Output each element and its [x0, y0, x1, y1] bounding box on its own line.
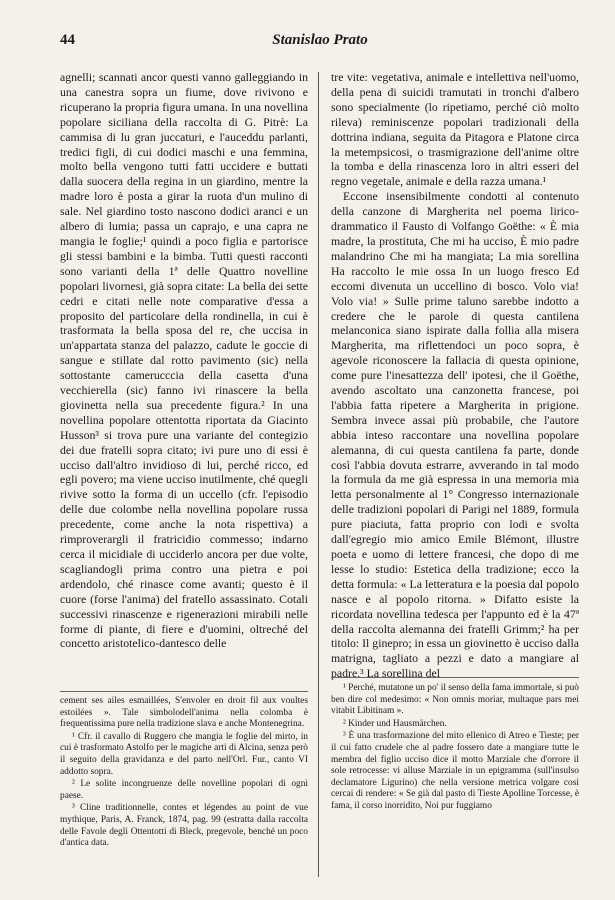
footnote-left-1: ¹ Cfr. il cavallo di Ruggero che mangia le foglie del mirto, in cui è trasformato Astolfo per le magiche arti di Alcina, senza però il seguito della gravidanza e del parto nell'Orl. Fur., canto VI addotto sopra.	[60, 731, 308, 777]
right-paragraph-2: Eccone insensibilmente condotti al contenuto della canzone di Margherita nel poema lirico-drammatico il Fausto di Volfango Goëthe: « È mia madre, la prostituta, Che mi ha ucciso, È mio padre malandrino Che mi ha mangiata; La mia sorellina Ha raccolto le mie ossa In un luogo fresco Ed eccomi divenuta un uccellino di bosco. Volo via! Volo via! » Sulle prime taluno sarebbe indotto a credere che le parole di questa cantilena melanconica siano ispirate dalla follia alla misera Margherita, ma riflettendoci un poco sopra, è agevole riconoscere la fallacia di questa opinione, come pure l'inesattezza dell' ipotesi, che il Goëthe, avendo ascoltato una canzonetta francese, poi l'abbia fatta ripetere a Margherita in prigione. Sembra invece assai più probabile, che l'autore abbia inteso raccontare una novellina popolare alemanna, di cui questa cantilena fa parte, donde così l'abbia dovuta estrarre, avverando in tal modo la formula da me già espressa in una memoria mia letta personalmente al 1° Congresso internazionale delle tradizioni popolari di Parigi nel 1889, formula pure piaciuta, fatta proprio con lodi e svolta dall'egregio mio amico Emile Blémont, illustre poeta e uomo di lettere francesi, che dopo di me lesse lo studio: Estetica della tradizione; ecco la detta formula: « La letteratura e la poesia dal popolo nasce e al popolo ritorna. » Difatto esiste la ricordata novellina tedesca per l'appunto ed è la 47ª della raccolta alemanna dei fratelli Grimm;² ha per titolo: Il ginepro; in essa un giovinetto è ucciso dalla matrigna, tagliato a pezzi e dato a mangiare al padre.³ La sorellina del	[331, 189, 580, 681]
footnote-left-3: ³ Cline traditionnelle, contes et légendes au point de vue mythique, Paris, A. Franck, 1874, pag. 99 (estratta dalla raccolta delle Favole degli Ottentotti di Bleck, pregevole, benché un poco d'antica data.	[60, 803, 308, 849]
right-paragraph-1: tre vite: vegetativa, animale e intellettiva nell'uomo, della pena di suicidi tramutati in tronchi d'albero sono specialmente (lo ripetiamo, perché ciò molto rileva) reminiscenze popolari tradizionali della dottrina indiana, seguita da Pitagora e Platone circa la metempsicosi, o trasmigrazione dell'anime oltre la tomba e della rinascenza loro in altri esseri del regno vegetale, animale e della razza umana.¹	[331, 70, 579, 189]
column-divider	[318, 72, 319, 877]
footnote-rule-right	[331, 677, 579, 678]
footnote-right-1: ¹ Perché, mutatone un po' il senso della fama immortale, si può ben dire col medesimo: « Non omnis moriar, multaque pars mei vitabit Libitinam ».	[331, 683, 579, 717]
footnote-rule-left	[60, 691, 308, 692]
footnote-right-3: ³ È una trasformazione del mito ellenico di Atreo e Tieste; per il cui fatto crudele che al padre fossero date a mangiare tutte le membra del figlio ucciso dice il motto Marziale che d'orrore il sole retrocesse: vi alluse Marziale in un epigramma (sull'insulso declamatore Ligurino) che nella versione metrica volgare così cercai di rendere: « Se già dal pasto di Tieste Apolline Torcesse, è fama, il corso inorridito, Noi pur fuggiamo	[331, 731, 579, 811]
left-column	[60, 70, 308, 651]
page-number: 44	[60, 32, 75, 48]
footnotes-left	[60, 696, 308, 851]
left-paragraph-1: agnelli; scannati ancor questi vanno galleggiando in una canestra sopra un fiume, dove rivivono e ricuperano la propria figura umana. In una novellina popolare siciliana della raccolta di G. Pitrè: La cammisa di lu gran juccaturi, e l'auceddu parlanti, tredici figli, di cui dodici maschi e una femmina, molto bella vengono tutti fatti uccidere e buttati dalla suocera della regina in un giardino, mentre la madre loro è posta a girar la ruota d'un mulino di sale. Nel giardino tosto nascono dodici aranci e un albero di lumia; passa un caprajo, e una capra ne mangia le foglie;¹ quindi a poco figlia e partorisce gli stessi bambini e la bimba. Tutti questi racconti sono varianti della 1ª delle Quattro novelline popolari livornesi, già sopra citate: La bella dei sette cedri e citati nelle note comparative d'essa a proposito del particolare della rondinella, in cui è trasformata la bella sposa del re, che uccisa in un'appartata stanza del palazzo, cadute le goccie di sangue e stillate dal rotto pavimento (sic) nella sottostante camerucccia della casetta d'una vecchierella (sic) fanno ivi rinascere la bella giovinetta nella sua precedente figura.² In una novellina popolare ottentotta riportata da Giacinto Husson³ si trova pure una variante del contegizio dei due fratelli sopra citato; ivi pure uno di essi è ucciso dall'altro invidioso di lui, perché ricco, ed egli povero; ma viene ucciso inutilmente, ché quegli rivive sotto la forma di un uccello (cfr. l'episodio delle due colombe nella novellina popolare russa precedente, come anche la nota rispettiva) a rimproverargli il fratricidio commesso; indarno cerca il micidiale di ucciderlo ancora per due volte, scagliandogli prima contro una pietra e poi ardendolo, ché rinasce come avanti; questo è il cuore (forse l'anima) del fratello assassinato. Cotali successivi rinascenze e rigenerazioni mirabili nelle forme di piante, di fiere e d'uomini, oltreché del concetto aristotelico-dantesco delle	[60, 70, 308, 651]
right-column	[331, 70, 579, 681]
page-header	[60, 32, 580, 52]
running-title: Stanislao Prato	[272, 32, 368, 48]
footnote-continuation: cement ses ailes esmaillées, S'envoler en droit fil aux voultes estoilées ». Tale simbolodell'anima nella colomba è frequentissima pure nella tradizione slava e anche Montenegrina.	[60, 696, 308, 730]
footnote-right-2: ² Kinder und Hausmärchen.	[343, 718, 447, 729]
footnotes-right	[331, 683, 579, 814]
footnote-left-2: ² Le solite incongruenze delle novelline popolari di ogni paese.	[60, 779, 308, 801]
